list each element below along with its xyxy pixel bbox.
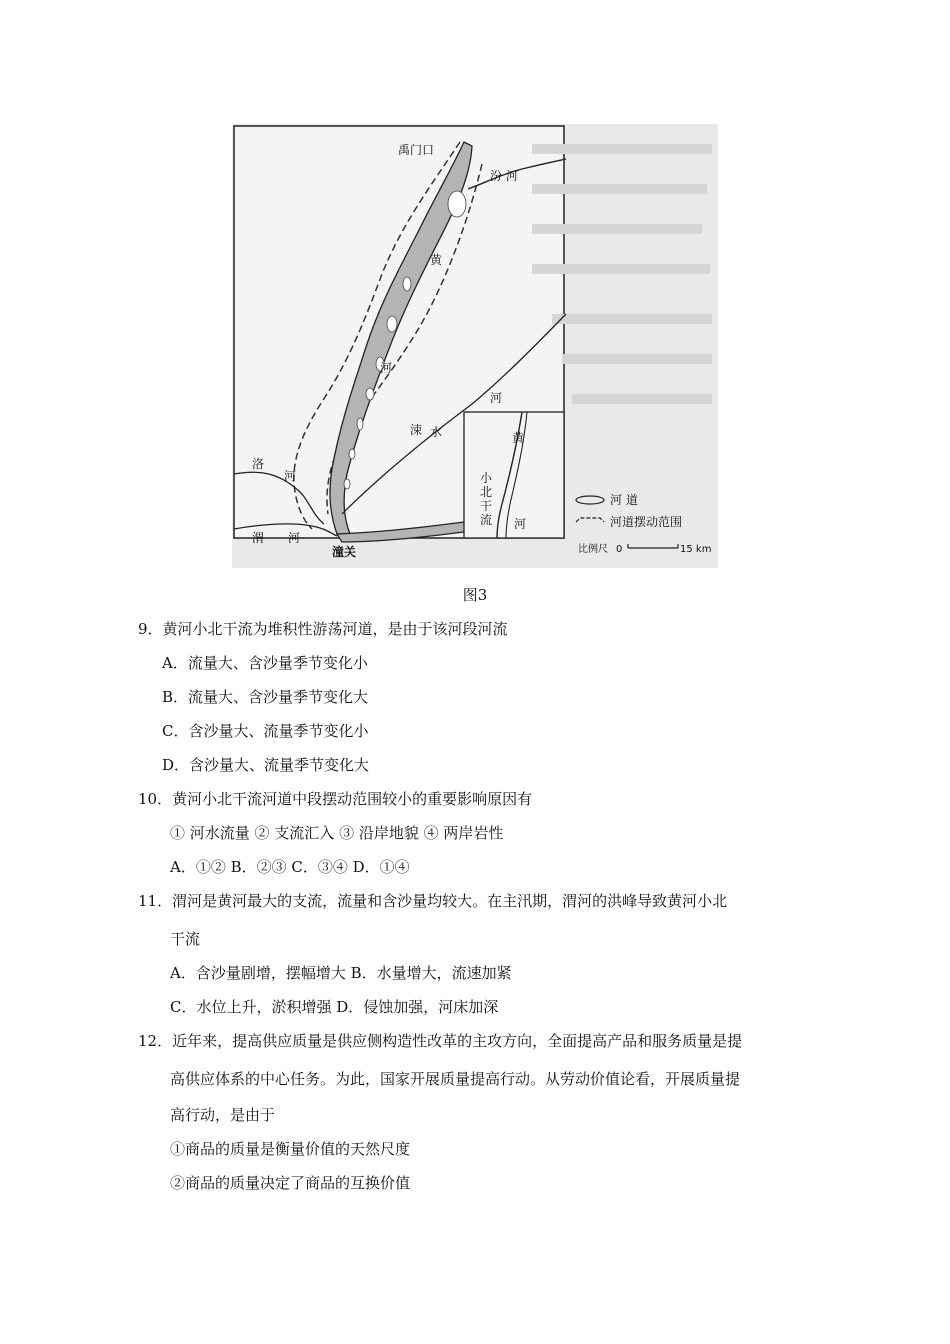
question-number: 12． — [138, 1032, 173, 1050]
label-tongguan: 潼关 — [332, 545, 357, 559]
statement-2: ②商品的质量决定了商品的互换价值 — [170, 1174, 411, 1192]
question-number: 11． — [138, 892, 173, 910]
option-a: A．流量大、含沙量季节变化小 — [162, 654, 368, 672]
figure-caption: 图3 — [462, 586, 488, 604]
option-d: D．含沙量大、流量季节变化大 — [162, 756, 370, 774]
question-stem: 黄河小北干流河道中段摆动范围较小的重要影响原因有 — [172, 790, 533, 808]
question-number: 9． — [138, 620, 163, 638]
label-yumenkou: 禹门口 — [398, 143, 435, 157]
label-wei-he: 河 — [288, 531, 301, 545]
legend-channel-label: 河 道 — [610, 493, 638, 507]
question-stem: 黄河小北干流为堆积性游荡河道，是由于该河段河流 — [162, 620, 508, 638]
statement-1: ①商品的质量是衡量价值的天然尺度 — [170, 1140, 411, 1158]
inset-label-he: 河 — [514, 517, 527, 531]
inset-label-huang: 黄 — [512, 431, 525, 445]
options-line: A．①② B．②③ C．③④ D．①④ — [170, 858, 410, 876]
question-stem-continued-2: 高行动，是由于 — [170, 1106, 276, 1124]
legend-range-label: 河道摆动范围 — [610, 515, 683, 529]
question-stem-continued: 高供应体系的中心任务。为此，国家开展质量提高行动。从劳动价值论看，开展质量提 — [170, 1070, 741, 1088]
label-fenhe: 汾 河 — [490, 169, 518, 183]
question-10 — [138, 789, 532, 809]
question-12 — [138, 1031, 742, 1051]
label-he2: 河 — [490, 391, 503, 405]
inset-label-xiao: 小 — [480, 471, 493, 485]
question-stem: 近年来，提高供应质量是供应侧构造性改革的主攻方向，全面提高产品和服务质量是提 — [172, 1032, 743, 1050]
question-stem-continued: 干流 — [170, 930, 201, 948]
label-shui: 水 — [430, 425, 443, 439]
inset-label-gan: 干 — [480, 499, 493, 513]
inset-label-bei: 北 — [480, 485, 493, 499]
scale-value: 15 km — [680, 544, 712, 555]
inset-label-liu: 流 — [480, 513, 493, 527]
river-map-figure — [232, 124, 718, 568]
question-11 — [138, 891, 727, 911]
sub-items: ① 河水流量 ② 支流汇入 ③ 沿岸地貌 ④ 两岸岩性 — [170, 824, 504, 842]
question-stem: 渭河是黄河最大的支流，流量和含沙量均较大。在主汛期，渭河的洪峰导致黄河小北 — [172, 892, 728, 910]
question-9 — [138, 619, 508, 639]
label-huang: 黄 — [430, 253, 443, 267]
option-b: B．流量大、含沙量季节变化大 — [162, 688, 369, 706]
scale-label: 比例尺 — [578, 544, 608, 555]
options-line-1: A．含沙量剧增，摆幅增大 B．水量增大，流速加紧 — [170, 964, 512, 982]
label-su: 涑 — [410, 423, 423, 437]
label-luo-he: 河 — [284, 469, 297, 483]
options-line-2: C．水位上升，淤积增强 D．侵蚀加强，河床加深 — [170, 998, 499, 1016]
scale-zero: 0 — [616, 544, 623, 555]
label-he1: 河 — [380, 361, 393, 375]
option-c: C．含沙量大、流量季节变化小 — [162, 722, 369, 740]
question-number: 10． — [138, 790, 173, 808]
label-wei: 渭 — [252, 531, 265, 545]
label-luo: 洛 — [252, 457, 265, 471]
